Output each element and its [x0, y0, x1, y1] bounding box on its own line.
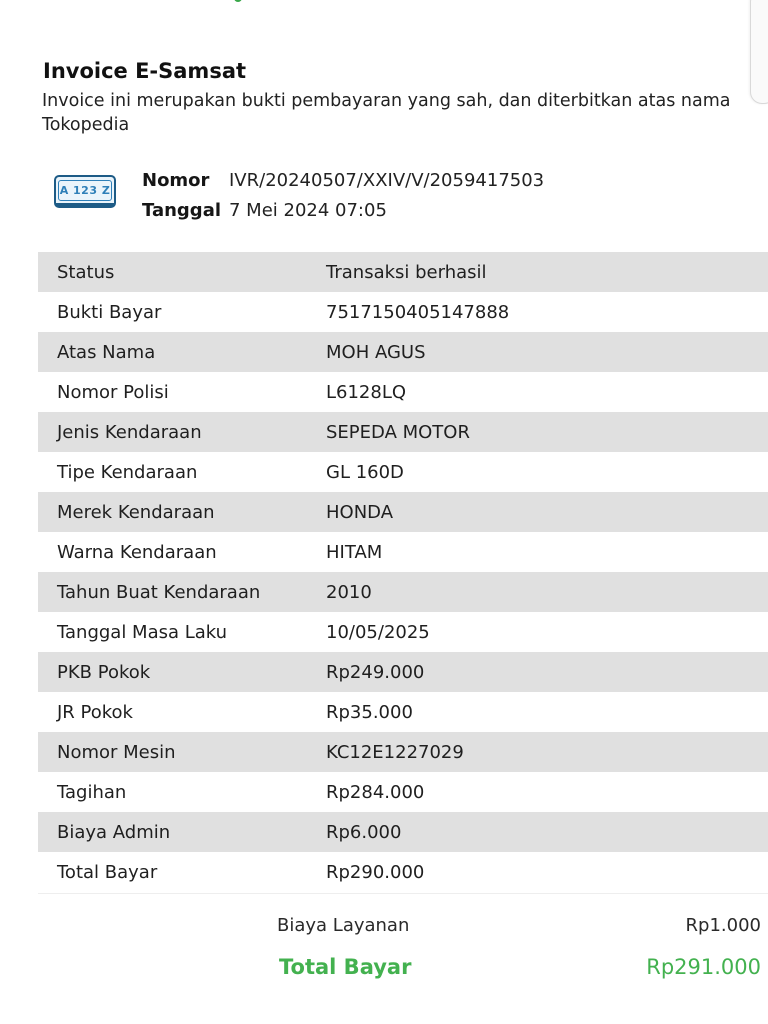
table-row [38, 412, 768, 452]
row-label: Biaya Admin [57, 821, 171, 843]
row-label: Tanggal Masa Laku [57, 621, 228, 643]
row-label: Total Bayar [57, 861, 158, 883]
grand-total-value: Rp291.000 [646, 955, 761, 979]
row-label: Nomor Mesin [57, 741, 176, 763]
row-value: L6128LQ [326, 381, 407, 403]
table-row [38, 692, 768, 732]
row-label: Tagihan [57, 781, 127, 803]
row-value: MOH AGUS [326, 341, 426, 363]
table-row [38, 732, 768, 772]
row-label: PKB Pokok [57, 661, 151, 683]
top-cropped-mark [234, 0, 242, 2]
license-plate-base [56, 203, 114, 206]
row-value: HITAM [326, 541, 383, 563]
row-value: KC12E1227029 [326, 741, 464, 763]
row-label: Jenis Kendaraan [57, 421, 202, 443]
row-value: GL 160D [326, 461, 404, 483]
row-value: Rp290.000 [326, 861, 425, 883]
row-label: Nomor Polisi [57, 381, 169, 403]
row-value: 2010 [326, 581, 372, 603]
table-divider [38, 893, 768, 894]
row-label: Warna Kendaraan [57, 541, 217, 563]
table-row [38, 612, 768, 652]
license-plate-text: A 123 Z [58, 180, 112, 201]
row-value: Transaksi berhasil [326, 261, 487, 283]
table-row [38, 772, 768, 812]
nomor-value: IVR/20240507/XXIV/V/2059417503 [229, 170, 545, 191]
row-label: Merek Kendaraan [57, 501, 215, 523]
row-value: 10/05/2025 [326, 621, 430, 643]
table-row [38, 812, 768, 852]
tanggal-value: 7 Mei 2024 07:05 [229, 200, 387, 221]
service-fee-label: Biaya Layanan [277, 915, 410, 936]
row-label: Tahun Buat Kendaraan [57, 581, 261, 603]
table-row [38, 492, 768, 532]
table-row [38, 372, 768, 412]
table-row [38, 852, 768, 892]
grand-total-label: Total Bayar [279, 955, 412, 979]
row-label: JR Pokok [57, 701, 133, 723]
row-value: HONDA [326, 501, 394, 523]
tanggal-label: Tanggal [142, 200, 222, 221]
row-value: 7517150405147888 [326, 301, 510, 323]
row-label: Tipe Kendaraan [57, 461, 198, 483]
invoice-title: Invoice E-Samsat [43, 59, 247, 83]
table-row [38, 252, 768, 292]
row-label: Status [57, 261, 115, 283]
license-plate-icon [54, 175, 116, 208]
row-value: Rp249.000 [326, 661, 425, 683]
row-value: Rp6.000 [326, 821, 402, 843]
table-row [38, 292, 768, 332]
table-row [38, 532, 768, 572]
table-row [38, 572, 768, 612]
service-fee-value: Rp1.000 [685, 915, 761, 936]
invoice-detail-table [38, 252, 768, 892]
table-row [38, 452, 768, 492]
invoice-description: Invoice ini merupakan bukti pembayaran yang sah, dan diterbitkan atas nama Tokopedia [42, 91, 731, 135]
table-row [38, 332, 768, 372]
nomor-label: Nomor [142, 170, 210, 191]
row-value: SEPEDA MOTOR [326, 421, 470, 443]
row-label: Atas Nama [57, 341, 156, 363]
row-label: Bukti Bayar [57, 301, 162, 323]
table-row [38, 652, 768, 692]
row-value: Rp284.000 [326, 781, 425, 803]
row-value: Rp35.000 [326, 701, 413, 723]
